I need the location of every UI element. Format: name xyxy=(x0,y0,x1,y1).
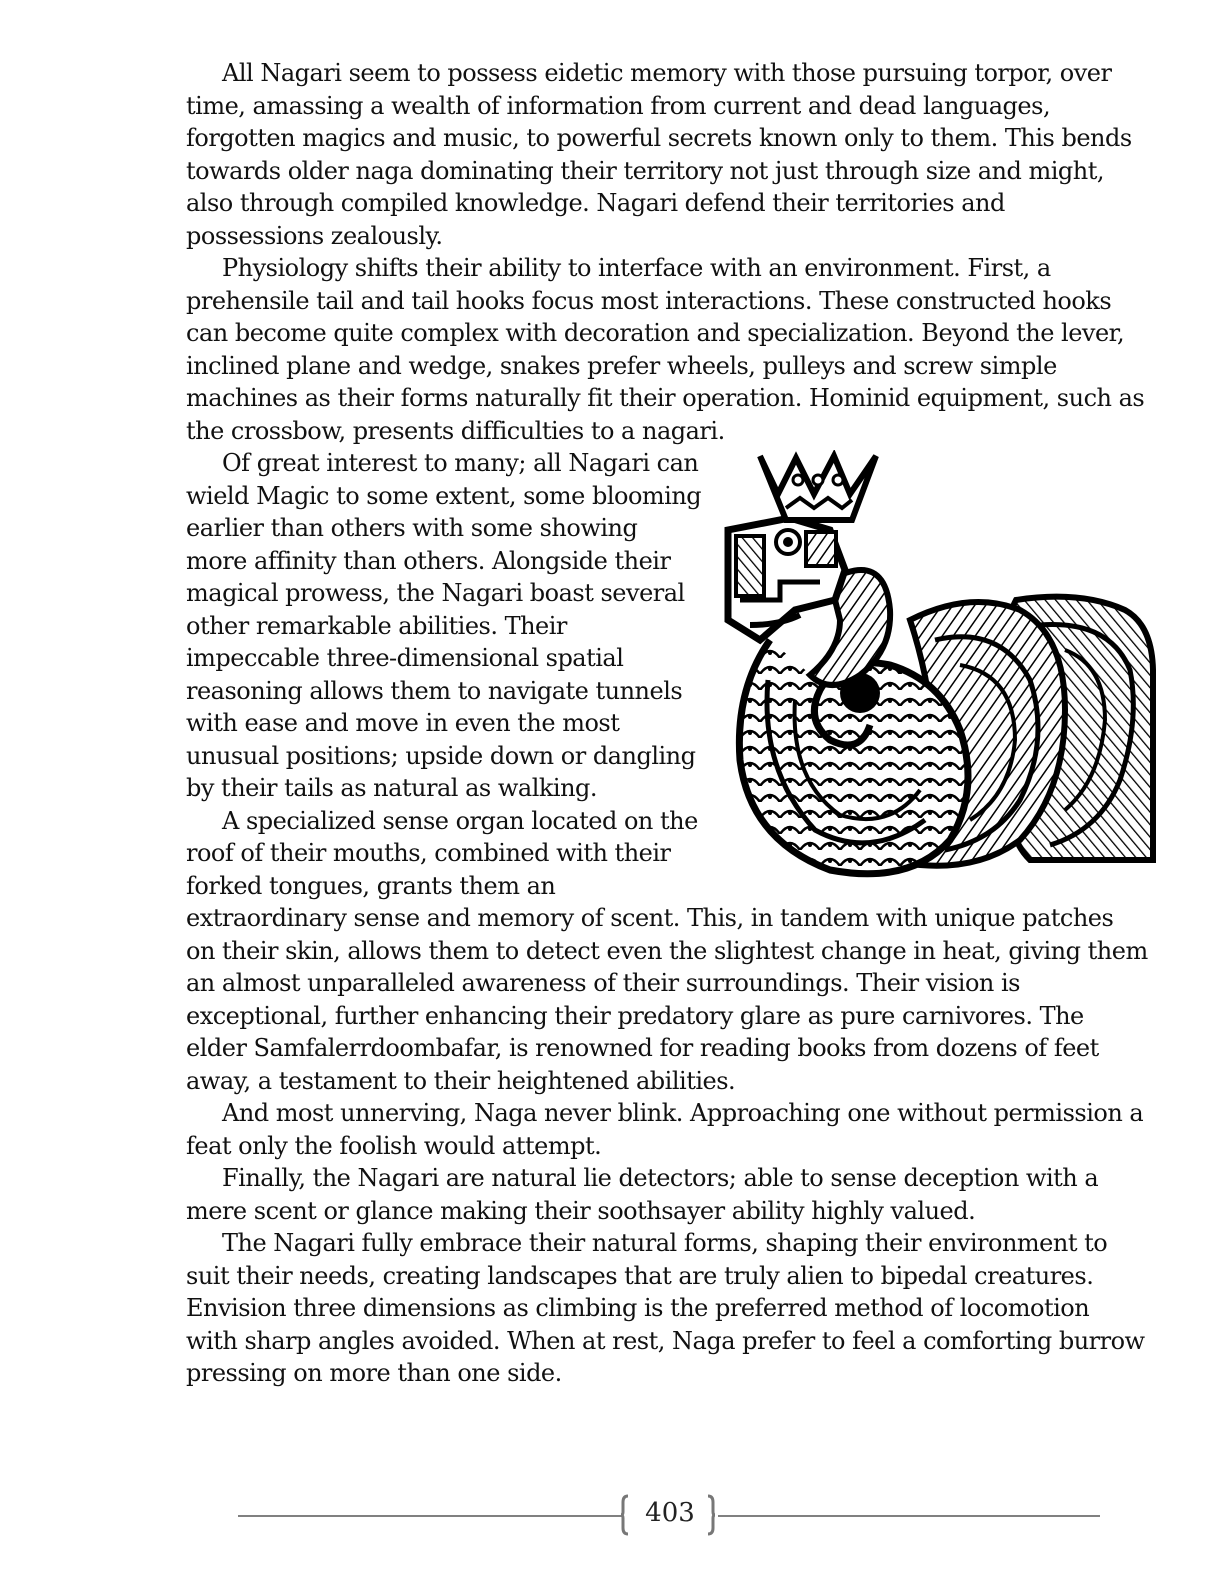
text-line: Envision three dimensions as climbing is the preferred method of locomotion xyxy=(186,1294,1090,1322)
right-brace-icon xyxy=(706,1494,716,1536)
page-number: 403 xyxy=(645,1498,695,1528)
crown-icon xyxy=(760,456,876,520)
text-line: on their skin, allows them to detect even the slightest change in heat, giving them xyxy=(186,936,1148,965)
text-line: by their tails as natural as walking. xyxy=(186,774,598,802)
text-line: mere scent or glance making their soothsayer ability highly valued. xyxy=(186,1196,976,1225)
text-line: unusual positions; upside down or dangling xyxy=(186,741,696,770)
text-line: exceptional, further enhancing their predatory glare as pure carnivores. The xyxy=(186,1001,1084,1030)
text-line: forked tongues, grants them an xyxy=(186,871,556,900)
text-line: roof of their mouths, combined with their xyxy=(186,839,671,867)
text-line: reasoning allows them to navigate tunnels xyxy=(186,676,683,705)
paragraph-lie-detectors xyxy=(186,1162,1166,1227)
paragraph-environment xyxy=(186,1227,1166,1390)
left-brace-icon xyxy=(620,1494,630,1536)
text-line: suit their needs, creating landscapes that are truly alien to bipedal creatures. xyxy=(186,1261,1094,1290)
text-line: possessions zealously. xyxy=(186,221,443,250)
text-line: with ease and move in even the most xyxy=(186,709,620,737)
text-line: Finally, the Nagari are natural lie detectors; able to sense deception with a xyxy=(222,1164,1099,1192)
text-line: pressing on more than one side. xyxy=(186,1359,562,1387)
text-line: also through compiled knowledge. Nagari defend their territories and xyxy=(186,189,1005,217)
paragraph-physiology xyxy=(186,252,1166,447)
naga-head xyxy=(728,518,845,640)
text-line: Physiology shifts their ability to interface with an environment. First, a xyxy=(222,254,1051,282)
text-line: A specialized sense organ located on the xyxy=(222,806,698,835)
paragraph-blink xyxy=(186,1097,1166,1162)
text-line: All Nagari seem to possess eidetic memory with those pursuing torpor, over xyxy=(222,59,1112,87)
text-line: impeccable three-dimensional spatial xyxy=(186,644,624,672)
text-line: time, amassing a wealth of information from current and dead languages, xyxy=(186,91,1051,120)
footer-rule-right xyxy=(718,1515,1100,1517)
footer-rule-left xyxy=(238,1515,622,1517)
text-line: forgotten magics and music, to powerful secrets known only to them. This bends xyxy=(186,124,1132,152)
text-line: with sharp angles avoided. When at rest, Naga prefer to feel a comforting burrow xyxy=(186,1326,1145,1355)
text-line: away, a testament to their heightened abilities. xyxy=(186,1066,736,1095)
text-line: Of great interest to many; all Nagari can xyxy=(222,449,699,477)
text-line: magical prowess, the Nagari boast several xyxy=(186,579,685,607)
text-line: earlier than others with some showing xyxy=(186,514,638,542)
text-line: towards older naga dominating their territory not just through size and might, xyxy=(186,156,1105,185)
text-line: And most unnerving, Naga never blink. Approaching one without permission a xyxy=(222,1099,1144,1127)
text-line: machines as their forms naturally fit their operation. Hominid equipment, such as xyxy=(186,384,1145,412)
text-line: The Nagari fully embrace their natural forms, shaping their environment to xyxy=(222,1229,1108,1257)
crowned-coiled-naga-icon xyxy=(720,450,1160,880)
paragraph-memory xyxy=(186,57,1166,252)
text-line: inclined plane and wedge, snakes prefer wheels, pulleys and screw simple xyxy=(186,351,1057,380)
text-line: more affinity than others. Alongside their xyxy=(186,546,671,575)
text-line: extraordinary sense and memory of scent. This, in tandem with unique patches xyxy=(186,904,1114,932)
text-line: feat only the foolish would attempt. xyxy=(186,1131,602,1160)
text-line: can become quite complex with decoration and specialization. Beyond the lever, xyxy=(186,319,1125,347)
text-line: an almost unparalleled awareness of their surroundings. Their vision is xyxy=(186,969,1020,997)
text-line: other remarkable abilities. Their xyxy=(186,611,567,640)
text-line: the crossbow, presents difficulties to a nagari. xyxy=(186,416,725,445)
text-line: prehensile tail and tail hooks focus most interactions. These constructed hooks xyxy=(186,286,1112,315)
text-line: elder Samfalerrdoombafar, is renowned for reading books from dozens of feet xyxy=(186,1034,1099,1062)
text-line: wield Magic to some extent, some blooming xyxy=(186,481,702,510)
